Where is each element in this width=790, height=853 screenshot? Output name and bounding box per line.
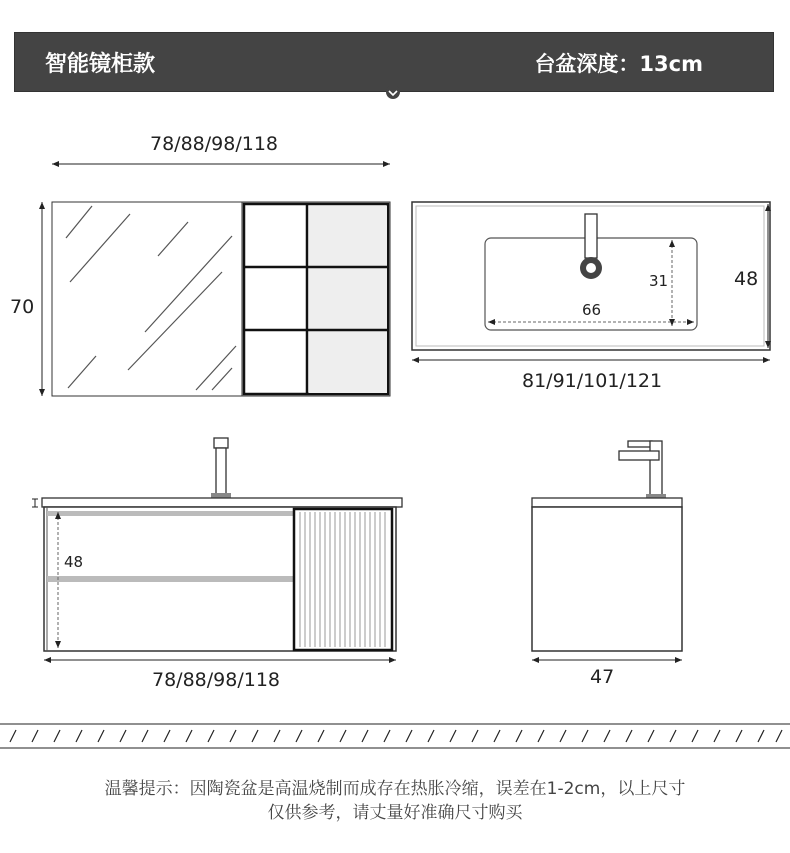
notice-line-2: 仅供参考，请丈量好准确尺寸购买 [267,803,523,823]
basin-depth-label: 台盆深度：13cm [534,52,703,76]
basin-top-view [412,202,770,350]
mirror-cabinet [52,202,390,396]
notice-line-1: 温馨提示：因陶瓷盆是高温烧制而成存在热胀冷缩，误差在1-2cm，以上尺寸 [104,779,686,799]
mirror-width-label: 78/88/98/118 [150,133,278,155]
side-depth-label: 47 [590,666,615,688]
basin-width-label: 81/91/101/121 [522,370,663,392]
vanity-width-label: 78/88/98/118 [152,669,280,691]
vanity-front-view [32,438,402,651]
hatch-divider [0,722,790,750]
basin-height-label: 48 [734,268,759,290]
basin-inner-width-label: 66 [582,301,602,319]
basin-inner-depth-label: 31 [649,272,669,290]
vanity-side-view [532,441,682,651]
header-title: 智能镜柜款 [45,52,156,77]
vanity-drawer-height-label: 48 [64,553,84,571]
mirror-height-label: 70 [10,296,35,318]
